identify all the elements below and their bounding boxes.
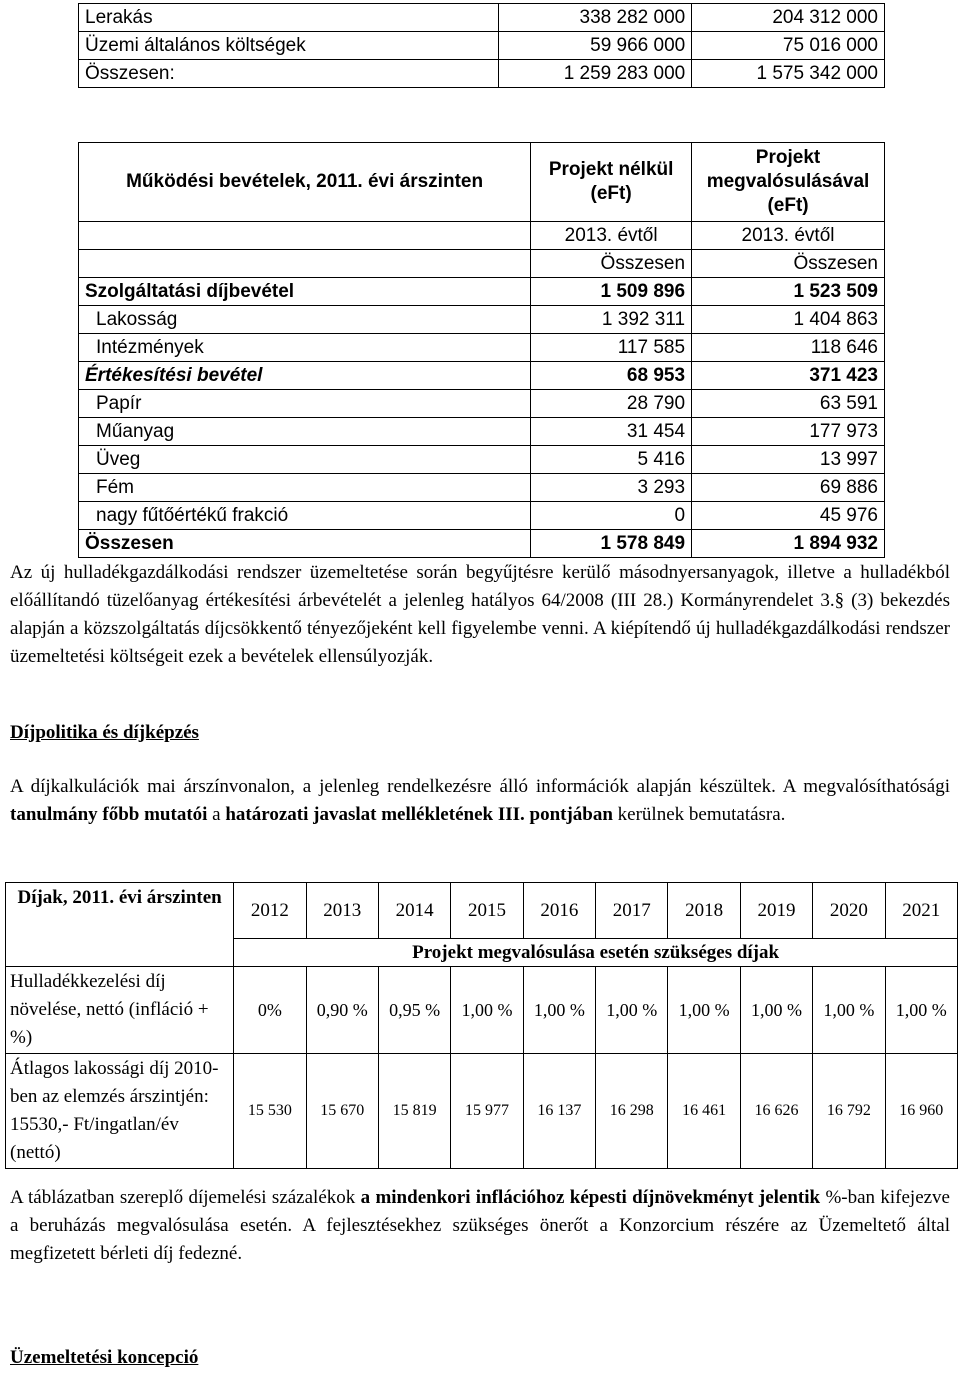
value-without-project: 338 282 000: [499, 4, 692, 32]
fee-increase-value: 1,00 %: [740, 967, 812, 1054]
row-label: Értékesítési bevétel: [79, 362, 531, 390]
col-header-with-project: Projekt megvalósulásával (eFt): [692, 143, 885, 222]
fee-value: 16 792: [813, 1054, 885, 1169]
col-subheader-year: 2013. évtől: [692, 222, 885, 250]
row-label: Papír: [79, 390, 531, 418]
empty-cell: [79, 222, 531, 250]
value-with-project: 1 523 509: [692, 278, 885, 306]
empty-cell: [79, 250, 531, 278]
fee-table: [5, 882, 958, 1169]
table-row: [6, 1054, 958, 1169]
row-label: Üveg: [79, 446, 531, 474]
table-row: [6, 967, 958, 1054]
fee-value: 16 461: [668, 1054, 740, 1169]
table-row: [79, 60, 885, 88]
text-span: kerülnek bemutatásra.: [612, 804, 786, 825]
value-with-project: 371 423: [692, 362, 885, 390]
revenue-table: [78, 142, 885, 558]
value-without-project: 28 790: [531, 390, 692, 418]
row-label: Intézmények: [79, 334, 531, 362]
paragraph-fee-calculation: [10, 773, 950, 829]
row-label: Műanyag: [79, 418, 531, 446]
table-row: [79, 362, 885, 390]
year-header: 2012: [234, 883, 306, 939]
value-without-project: 3 293: [531, 474, 692, 502]
fee-value: 15 670: [306, 1054, 378, 1169]
cost-table: [78, 3, 885, 88]
year-header: 2019: [740, 883, 812, 939]
value-without-project: 31 454: [531, 418, 692, 446]
value-with-project: 13 997: [692, 446, 885, 474]
paragraph-fee-note: [10, 1184, 950, 1268]
fee-value: 16 960: [885, 1054, 957, 1169]
table-row-total: [79, 530, 885, 558]
fee-value: 16 626: [740, 1054, 812, 1169]
year-header: 2013: [306, 883, 378, 939]
fee-increase-value: 1,00 %: [451, 967, 523, 1054]
col-subheader-total: Összesen: [531, 250, 692, 278]
table-row: [79, 32, 885, 60]
fee-value: 15 530: [234, 1054, 306, 1169]
year-header: 2014: [378, 883, 450, 939]
year-header: 2015: [451, 883, 523, 939]
row-label: Lerakás: [79, 4, 499, 32]
fee-value: 16 137: [523, 1054, 595, 1169]
col-subheader-total: Összesen: [692, 250, 885, 278]
value-without-project: 5 416: [531, 446, 692, 474]
value-without-project: 1 578 849: [531, 530, 692, 558]
row-label: Összesen:: [79, 60, 499, 88]
bold-text: tanulmány főbb mutatói: [10, 804, 208, 825]
year-header: 2018: [668, 883, 740, 939]
value-with-project: 1 894 932: [692, 530, 885, 558]
row-label: Üzemi általános költségek: [79, 32, 499, 60]
year-header: 2020: [813, 883, 885, 939]
year-header: 2021: [885, 883, 957, 939]
fee-table-corner: Díjak, 2011. évi árszinten: [6, 883, 234, 967]
fee-increase-value: 1,00 %: [885, 967, 957, 1054]
col-subheader-year: 2013. évtől: [531, 222, 692, 250]
fee-increase-value: 1,00 %: [813, 967, 885, 1054]
fee-increase-value: 0,90 %: [306, 967, 378, 1054]
value-with-project: 1 575 342 000: [692, 60, 885, 88]
fee-increase-value: 1,00 %: [596, 967, 668, 1054]
table-row: [79, 446, 885, 474]
row-label: Átlagos lakossági díj 2010-ben az elemzés árszintjén: 15530,- Ft/ingatlan/év (nettó): [6, 1054, 234, 1169]
fee-increase-value: 1,00 %: [668, 967, 740, 1054]
value-with-project: 69 886: [692, 474, 885, 502]
table-row: [79, 334, 885, 362]
section-heading-fee-policy: Díjpolitika és díjképzés: [10, 722, 199, 743]
value-without-project: 117 585: [531, 334, 692, 362]
value-without-project: 59 966 000: [499, 32, 692, 60]
table-row: [79, 4, 885, 32]
table-row: [79, 390, 885, 418]
table-row: [79, 502, 885, 530]
value-with-project: 1 404 863: [692, 306, 885, 334]
value-without-project: 1 509 896: [531, 278, 692, 306]
table-row: [79, 278, 885, 306]
fee-increase-value: 0%: [234, 967, 306, 1054]
table-subheader-row: [79, 250, 885, 278]
value-without-project: 68 953: [531, 362, 692, 390]
fee-value: 15 977: [451, 1054, 523, 1169]
value-with-project: 45 976: [692, 502, 885, 530]
text-span: A díjkalkulációk mai árszínvonalon, a jelenleg rendelkezésre álló információk alapján készültek. A megvalósíthatósági: [10, 776, 950, 797]
table-header-row: [79, 143, 885, 222]
bold-text: határozati javaslat mellékletének III. pontjában: [225, 804, 613, 825]
fee-value: 16 298: [596, 1054, 668, 1169]
value-without-project: 0: [531, 502, 692, 530]
value-with-project: 75 016 000: [692, 32, 885, 60]
section-heading-operation-concept: Üzemeltetési koncepció: [10, 1347, 199, 1368]
row-label: Szolgáltatási díjbevétel: [79, 278, 531, 306]
text-span: %-ban kifejezve a beruházás megvalósulása esetén. A fejlesztésekhez szükséges önerőt a Konzorcium részére az Üzemeltető által megfizetett bérleti díj fedezné.: [10, 1187, 950, 1264]
row-label: Hulladékkezelési díj növelése, nettó (infláció + %): [6, 967, 234, 1054]
bold-text: a mindenkori inflációhoz képesti díjnövekményt jelentik: [360, 1187, 821, 1208]
value-without-project: 1 392 311: [531, 306, 692, 334]
fee-table-subheader: Projekt megvalósulása esetén szükséges díjak: [234, 939, 958, 967]
table-subheader-row: [79, 222, 885, 250]
row-label: Fém: [79, 474, 531, 502]
value-with-project: 204 312 000: [692, 4, 885, 32]
year-header: 2017: [596, 883, 668, 939]
value-with-project: 177 973: [692, 418, 885, 446]
text-span: A táblázatban szereplő díjemelési százalékok: [10, 1187, 361, 1208]
fee-value: 15 819: [378, 1054, 450, 1169]
value-with-project: 63 591: [692, 390, 885, 418]
table-row: [79, 418, 885, 446]
value-with-project: 118 646: [692, 334, 885, 362]
table-row: [79, 306, 885, 334]
value-without-project: 1 259 283 000: [499, 60, 692, 88]
col-header-without-project: Projekt nélkül (eFt): [531, 143, 692, 222]
revenue-table-title: Működési bevételek, 2011. évi árszinten: [79, 143, 531, 222]
year-header: 2016: [523, 883, 595, 939]
text-span: a: [207, 804, 226, 825]
paragraph-revenue-explanation: Az új hulladékgazdálkodási rendszer üzemeltetése során begyűjtésre kerülő másodnyersanyagok, illetve a hulladékból előállítandó tüzelőanyag értékesítési árbevételét a jelenleg hatályos 64/2008 (III 28.) Kormányrendelet 3.§ (3) bekezdés alapján a közszolgáltatás díjcsökkentő tényezőjeként kell figyelembe venni. A kiépítendő új hulladékgazdálkodási rendszer üzemeltetési költségeit ezek a bevételek ellensúlyozják.: [10, 562, 950, 667]
table-row: [79, 474, 885, 502]
row-label: Összesen: [79, 530, 531, 558]
fee-table-year-row: [6, 883, 958, 939]
fee-increase-value: 1,00 %: [523, 967, 595, 1054]
row-label: nagy fűtőértékű frakció: [79, 502, 531, 530]
row-label: Lakosság: [79, 306, 531, 334]
fee-increase-value: 0,95 %: [378, 967, 450, 1054]
